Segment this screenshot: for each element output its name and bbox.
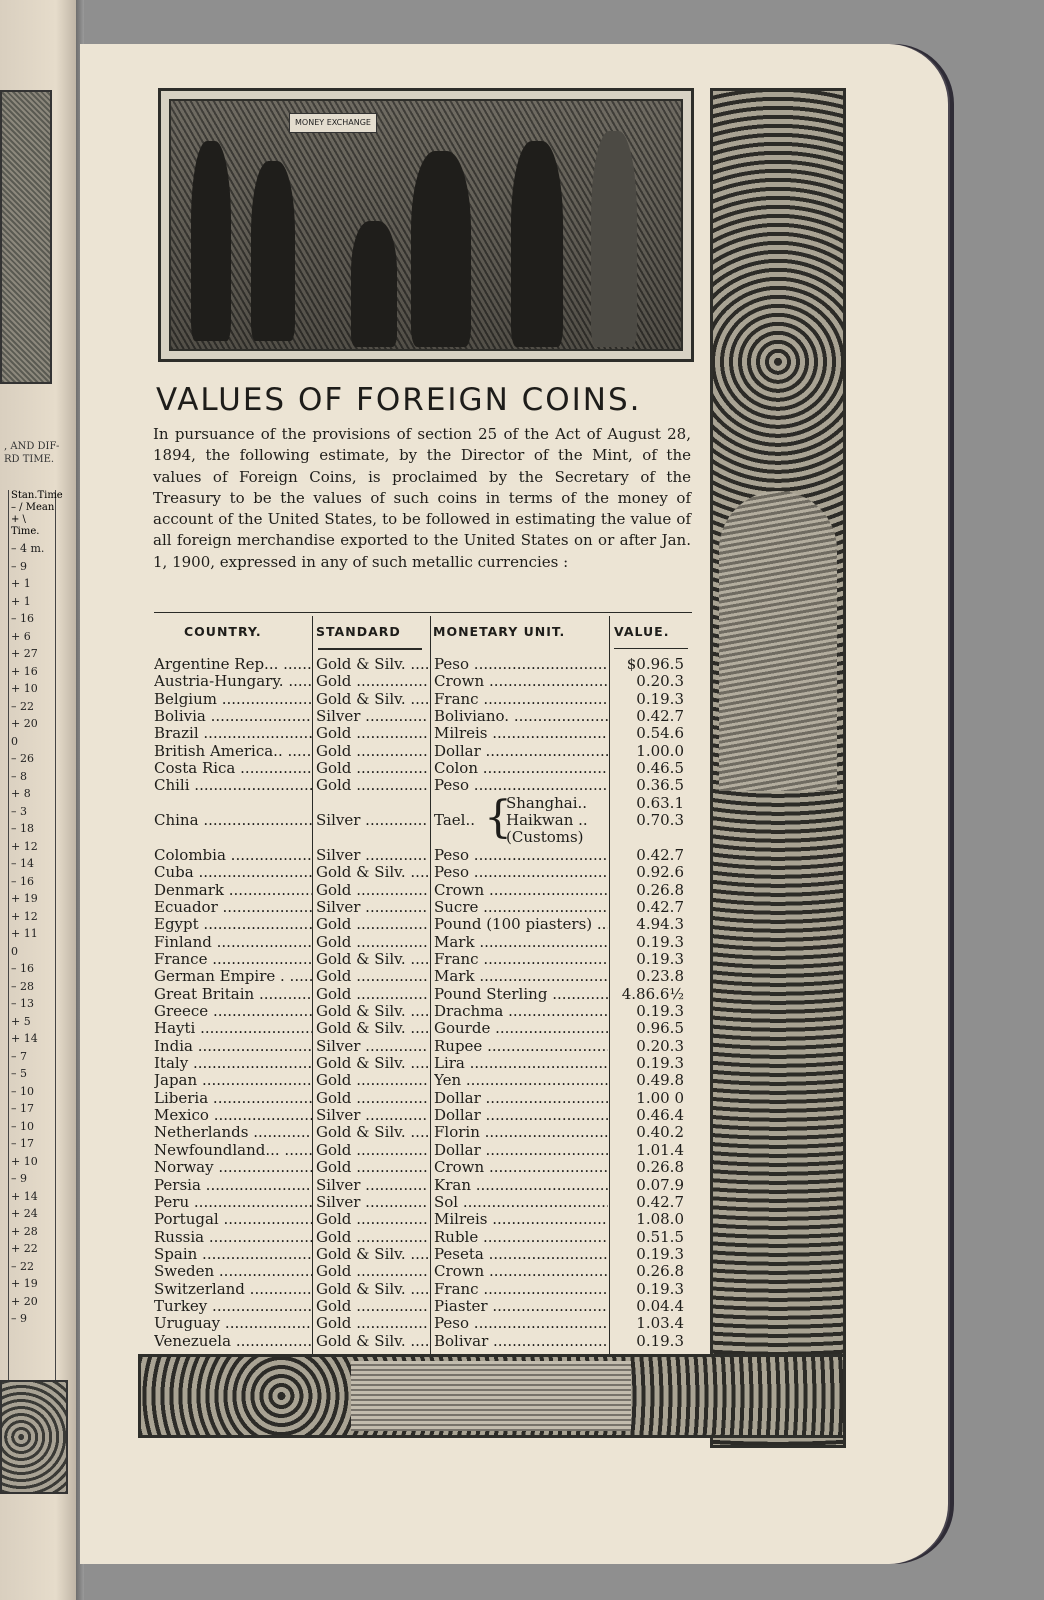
value-cell: 0.42.7 bbox=[636, 708, 684, 726]
monetary-unit-cell: Colon ..... bbox=[434, 760, 608, 777]
left-time-diff: – 16 bbox=[11, 874, 34, 888]
value-cell: 0.49.8 bbox=[636, 1072, 684, 1090]
country-cell: Spain ..... bbox=[154, 1246, 312, 1263]
monetary-unit-cell: Dollar ..... bbox=[434, 1142, 608, 1159]
standard-cell: Silver ..... bbox=[316, 812, 428, 829]
standard-cell: Gold & Silv. ..... bbox=[316, 864, 428, 881]
country-cell: Cuba ..... bbox=[154, 864, 312, 881]
left-time-diff: + 14 bbox=[11, 1189, 38, 1203]
left-time-diff: – 17 bbox=[11, 1137, 34, 1150]
standard-cell: Gold ..... bbox=[316, 934, 428, 951]
country-cell: Denmark ..... bbox=[154, 882, 312, 899]
standard-cell: Gold & Silv. ..... bbox=[316, 691, 428, 708]
left-time-diff: – 9 bbox=[11, 1172, 27, 1185]
left-time-column bbox=[8, 490, 63, 1480]
monetary-unit-cell: Tael.. bbox=[434, 812, 475, 830]
intro-paragraph: In pursuance of the provisions of section 25 of the Act of August 28, 1894, the following estimate, by the Director of the Mint, of the values of Foreign Coins, is proclaimed by the Secretary of the Treasury to be the values of such coins in terms of the money of account of the United States, to be followed in estimating the value of all foreign merchandise exported to the United States on or after Jan. 1, 1900, expressed in any of such metallic currencies : bbox=[153, 425, 691, 571]
monetary-unit-cell: Kran ..... bbox=[434, 1177, 608, 1194]
left-time-diff: – 9 bbox=[11, 1312, 27, 1325]
monetary-unit-cell: Rupee ..... bbox=[434, 1038, 608, 1055]
standard-cell: Gold & Silv. ..... bbox=[316, 1003, 428, 1020]
value-cell: 0.70.3 bbox=[636, 812, 684, 830]
standard-cell: Silver ..... bbox=[316, 847, 428, 864]
table-row bbox=[154, 847, 692, 864]
country-cell: Venezuela ..... bbox=[154, 1333, 312, 1350]
monetary-unit-cell: Bolivar ..... bbox=[434, 1333, 608, 1350]
monetary-unit-cell: Dollar ..... bbox=[434, 1107, 608, 1124]
table-row bbox=[154, 725, 692, 742]
table-row bbox=[154, 864, 692, 881]
country-cell: Colombia ..... bbox=[154, 847, 312, 864]
standard-cell: Gold ..... bbox=[316, 1072, 428, 1089]
value-cell: 1.00 0 bbox=[636, 1089, 684, 1107]
monetary-unit-cell: Peso ..... bbox=[434, 847, 608, 864]
river-scene-vignette bbox=[351, 1361, 631, 1431]
left-header-line: Stan.Time bbox=[11, 490, 63, 501]
table-row bbox=[154, 1246, 692, 1263]
left-time-diff: + 24 bbox=[11, 1207, 38, 1220]
monetary-unit-cell: Dollar ..... bbox=[434, 1090, 608, 1107]
left-time-diff: + 12 bbox=[11, 839, 38, 853]
standard-cell: Gold ..... bbox=[316, 725, 428, 742]
standard-cell: Gold ..... bbox=[316, 777, 428, 794]
value-cell: 0.36.5 bbox=[636, 777, 684, 795]
monetary-unit-cell: Sol ..... bbox=[434, 1194, 608, 1211]
country-cell: Persia ..... bbox=[154, 1177, 312, 1194]
country-cell: German Empire . ..... bbox=[154, 968, 312, 985]
table-top-rule bbox=[154, 612, 692, 613]
table-row bbox=[154, 1315, 692, 1332]
country-cell: India ..... bbox=[154, 1038, 312, 1055]
value-cell: 0.19.3 bbox=[636, 1003, 684, 1020]
monetary-unit-cell: Mark ..... bbox=[434, 934, 608, 951]
standard-cell: Gold ..... bbox=[316, 1159, 428, 1176]
monetary-unit-cell: Peso ..... bbox=[434, 656, 608, 673]
value-cell: 0.96.5 bbox=[636, 1020, 684, 1038]
country-cell: Newfoundland... ..... bbox=[154, 1142, 312, 1159]
monetary-unit-cell: Peso ..... bbox=[434, 864, 608, 881]
value-cell: 0.63.1 bbox=[636, 794, 684, 812]
monetary-unit-cell: Milreis ..... bbox=[434, 1211, 608, 1228]
value-cell: 0.19.3 bbox=[636, 1280, 684, 1298]
left-page-caption bbox=[4, 440, 59, 466]
left-column-header bbox=[9, 490, 63, 538]
monetary-unit-cell: Crown ..... bbox=[434, 673, 608, 690]
standard-cell: Gold & Silv. ..... bbox=[316, 656, 428, 673]
header-value: VALUE. bbox=[614, 624, 670, 639]
monetary-unit-cell: Franc ..... bbox=[434, 1281, 608, 1298]
value-cell: 0.19.3 bbox=[636, 950, 684, 968]
value-cell: 0.51.5 bbox=[636, 1228, 684, 1246]
table-row bbox=[154, 986, 692, 1003]
table-row bbox=[154, 760, 692, 777]
ornamental-side-border bbox=[710, 88, 846, 1448]
table-row bbox=[154, 916, 692, 933]
table-row bbox=[154, 656, 692, 673]
left-time-diff: – 7 bbox=[11, 1049, 27, 1063]
country-cell: Greece ..... bbox=[154, 1003, 312, 1020]
table-row bbox=[154, 1107, 692, 1124]
country-cell: Italy ..... bbox=[154, 1055, 312, 1072]
monetary-unit-cell: Mark ..... bbox=[434, 968, 608, 985]
left-time-diff: + 28 bbox=[11, 1224, 38, 1238]
table-row bbox=[154, 1194, 692, 1211]
country-cell: Peru ..... bbox=[154, 1194, 312, 1211]
table-row bbox=[154, 1072, 692, 1089]
value-cell: 0.07.9 bbox=[636, 1176, 684, 1194]
value-cell: 0.19.3 bbox=[636, 933, 684, 951]
standard-cell: Gold ..... bbox=[316, 1315, 428, 1332]
page-title: VALUES OF FOREIGN COINS. bbox=[156, 382, 642, 418]
header-underline bbox=[318, 648, 422, 650]
value-cell: 0.20.3 bbox=[636, 673, 684, 691]
left-time-diff: + 19 bbox=[11, 1277, 38, 1290]
left-time-diff: – 8 bbox=[11, 769, 27, 783]
landscape-vignette bbox=[719, 491, 837, 791]
monetary-unit-cell: Franc ..... bbox=[434, 691, 608, 708]
table-row bbox=[154, 1124, 692, 1141]
left-time-diff: – 17 bbox=[11, 1102, 34, 1115]
standard-cell: Silver ..... bbox=[316, 1194, 428, 1211]
monetary-unit-cell: Franc ..... bbox=[434, 951, 608, 968]
value-cell: 0.26.8 bbox=[636, 1263, 684, 1281]
monetary-unit-cell: Crown ..... bbox=[434, 1159, 608, 1176]
left-time-diff: + 1 bbox=[11, 577, 31, 590]
country-cell: British America.. ..... bbox=[154, 743, 312, 760]
money-exchange-sign: MONEY EXCHANGE bbox=[289, 113, 377, 133]
left-time-diff: + 27 bbox=[11, 647, 38, 660]
standard-cell: Gold & Silv. ..... bbox=[316, 1333, 428, 1350]
table-row bbox=[154, 1281, 692, 1298]
value-cell: 0.19.3 bbox=[636, 1055, 684, 1073]
left-time-diff: + 8 bbox=[11, 787, 31, 800]
left-time-diff: + 10 bbox=[11, 1154, 38, 1168]
country-cell: Liberia ..... bbox=[154, 1090, 312, 1107]
value-cell: 1.08.0 bbox=[636, 1211, 684, 1229]
standard-cell: Gold ..... bbox=[316, 760, 428, 777]
value-cell: 0.42.7 bbox=[636, 846, 684, 864]
left-time-diff: – 22 bbox=[11, 1259, 34, 1273]
table-row-china bbox=[154, 791, 692, 847]
left-time-diff: + 20 bbox=[11, 717, 38, 730]
country-cell: Mexico ..... bbox=[154, 1107, 312, 1124]
left-time-diff: + 10 bbox=[11, 682, 38, 695]
engraving-figure bbox=[411, 151, 471, 347]
left-time-diff: – 14 bbox=[11, 857, 34, 870]
left-time-diff: – 18 bbox=[11, 822, 34, 835]
coin-values-table bbox=[154, 612, 692, 1356]
monetary-unit-cell: Ruble ..... bbox=[434, 1229, 608, 1246]
left-time-diff: + 16 bbox=[11, 664, 38, 678]
monetary-unit-cell: Drachma ..... bbox=[434, 1003, 608, 1020]
monetary-unit-cell: Lira ..... bbox=[434, 1055, 608, 1072]
standard-cell: Gold ..... bbox=[316, 916, 428, 933]
left-time-diff: – 5 bbox=[11, 1067, 27, 1080]
ornamental-bottom-border bbox=[138, 1354, 846, 1438]
country-cell: Bolivia ..... bbox=[154, 708, 312, 725]
country-cell: Switzerland ..... bbox=[154, 1281, 312, 1298]
value-cell: 0.04.4 bbox=[636, 1297, 684, 1315]
monetary-unit-cell: Crown ..... bbox=[434, 1263, 608, 1280]
value-cell: 0.19.3 bbox=[636, 1245, 684, 1263]
country-cell: Argentine Rep... ..... bbox=[154, 656, 312, 673]
value-cell: 0.54.6 bbox=[636, 725, 684, 743]
country-cell: Brazil ..... bbox=[154, 725, 312, 742]
value-cell: 0.26.8 bbox=[636, 1159, 684, 1177]
engraving-figure bbox=[511, 141, 563, 347]
table-row bbox=[154, 777, 692, 794]
left-time-diff: – 10 bbox=[11, 1119, 34, 1133]
table-row bbox=[154, 1142, 692, 1159]
standard-cell: Silver ..... bbox=[316, 899, 428, 916]
value-cell: 0.23.8 bbox=[636, 968, 684, 986]
value-cell: 0.26.8 bbox=[636, 881, 684, 899]
value-cell: 0.42.7 bbox=[636, 1193, 684, 1211]
left-time-diff: – 16 bbox=[11, 612, 34, 625]
country-cell: Costa Rica ..... bbox=[154, 760, 312, 777]
standard-cell: Gold ..... bbox=[316, 1263, 428, 1280]
standard-cell: Gold ..... bbox=[316, 882, 428, 899]
left-time-diff: 0 bbox=[11, 734, 18, 748]
table-row bbox=[154, 882, 692, 899]
table-row bbox=[154, 691, 692, 708]
standard-cell: Silver ..... bbox=[316, 1038, 428, 1055]
left-time-diff: – 4 m. bbox=[11, 542, 45, 555]
country-cell: Uruguay ..... bbox=[154, 1315, 312, 1332]
monetary-unit-cell: Florin ..... bbox=[434, 1124, 608, 1141]
left-time-diff: + 14 bbox=[11, 1032, 38, 1045]
country-cell: China ..... bbox=[154, 812, 312, 829]
standard-cell: Gold ..... bbox=[316, 743, 428, 760]
china-subunit: Shanghai.. bbox=[506, 794, 588, 812]
standard-cell: Gold ..... bbox=[316, 1090, 428, 1107]
country-cell: Russia ..... bbox=[154, 1229, 312, 1246]
header-monetary-unit: MONETARY UNIT. bbox=[433, 624, 566, 639]
standard-cell: Gold ..... bbox=[316, 968, 428, 985]
country-cell: Portugal ..... bbox=[154, 1211, 312, 1228]
left-time-diff: – 3 bbox=[11, 804, 27, 818]
standard-cell: Gold & Silv. ..... bbox=[316, 1281, 428, 1298]
china-subunit: (Customs) bbox=[506, 829, 584, 847]
table-row bbox=[154, 1211, 692, 1228]
table-row bbox=[154, 934, 692, 951]
left-time-diff: + 19 bbox=[11, 892, 38, 905]
table-row bbox=[154, 1003, 692, 1020]
monetary-unit-cell: Yen ..... bbox=[434, 1072, 608, 1089]
standard-cell: Gold & Silv. ..... bbox=[316, 1055, 428, 1072]
country-cell: Finland ..... bbox=[154, 934, 312, 951]
value-cell: 0.40.2 bbox=[636, 1124, 684, 1142]
standard-cell: Gold ..... bbox=[316, 1211, 428, 1228]
table-row bbox=[154, 743, 692, 760]
value-cell: 0.19.3 bbox=[636, 690, 684, 708]
standard-cell: Gold ..... bbox=[316, 1142, 428, 1159]
left-time-diff: + 5 bbox=[11, 1014, 31, 1028]
left-time-diff: – 16 bbox=[11, 962, 34, 975]
standard-cell: Silver ..... bbox=[316, 708, 428, 725]
standard-cell: Silver ..... bbox=[316, 1177, 428, 1194]
china-subunit: Haikwan .. bbox=[506, 812, 588, 830]
country-cell: Austria-Hungary. ..... bbox=[154, 673, 312, 690]
left-caption-line: , AND DIF- bbox=[4, 441, 60, 452]
value-cell: 1.03.4 bbox=[636, 1315, 684, 1333]
table-row bbox=[154, 968, 692, 985]
value-cell: 0.42.7 bbox=[636, 898, 684, 916]
table-row bbox=[154, 1090, 692, 1107]
country-cell: Ecuador ..... bbox=[154, 899, 312, 916]
left-time-diff: + 6 bbox=[11, 629, 31, 643]
monetary-unit-cell: Crown ..... bbox=[434, 882, 608, 899]
left-time-diffs bbox=[11, 540, 51, 1328]
table-row bbox=[154, 1298, 692, 1315]
value-cell: 4.94.3 bbox=[636, 916, 684, 934]
standard-cell: Gold & Silv. ..... bbox=[316, 1020, 428, 1037]
left-time-diff: – 9 bbox=[11, 559, 27, 573]
monetary-unit-cell: Pound (100 piasters) ..... bbox=[434, 916, 608, 933]
table-row bbox=[154, 1333, 692, 1350]
value-cell: 0.92.6 bbox=[636, 864, 684, 882]
value-cell: 0.20.3 bbox=[636, 1037, 684, 1055]
value-cell: $0.96.5 bbox=[626, 656, 684, 673]
table-row bbox=[154, 1159, 692, 1176]
standard-cell: Silver ..... bbox=[316, 1107, 428, 1124]
table-row bbox=[154, 1055, 692, 1072]
country-cell: Egypt ..... bbox=[154, 916, 312, 933]
monetary-unit-cell: Peseta ..... bbox=[434, 1246, 608, 1263]
engraving-figure bbox=[191, 141, 231, 341]
country-cell: Chili ..... bbox=[154, 777, 312, 794]
header-standard: STANDARD bbox=[316, 624, 401, 639]
monetary-unit-cell: Boliviano. ..... bbox=[434, 708, 608, 725]
left-page-content bbox=[0, 80, 76, 1520]
table-row bbox=[154, 1229, 692, 1246]
left-time-diff: – 28 bbox=[11, 979, 34, 993]
engraving-figure bbox=[591, 131, 637, 347]
table-row bbox=[154, 1020, 692, 1037]
left-page-illustration bbox=[0, 90, 52, 384]
country-cell: Great Britain ..... bbox=[154, 986, 312, 1003]
standard-cell: Gold ..... bbox=[316, 673, 428, 690]
value-cell: 4.86.6½ bbox=[621, 985, 684, 1003]
left-page-ornament bbox=[0, 1380, 68, 1494]
country-cell: Hayti ..... bbox=[154, 1020, 312, 1037]
country-cell: Turkey ..... bbox=[154, 1298, 312, 1315]
monetary-unit-cell: Sucre ..... bbox=[434, 899, 608, 916]
left-time-diff: – 13 bbox=[11, 997, 34, 1010]
brace-symbol: { bbox=[484, 791, 512, 843]
standard-cell: Gold & Silv. ..... bbox=[316, 1246, 428, 1263]
monetary-unit-cell: Dollar ..... bbox=[434, 743, 608, 760]
left-caption-line: RD TIME. bbox=[4, 454, 55, 465]
country-cell: Belgium ..... bbox=[154, 691, 312, 708]
standard-cell: Gold ..... bbox=[316, 986, 428, 1003]
engraving-figure bbox=[351, 221, 397, 347]
country-cell: France ..... bbox=[154, 951, 312, 968]
engraving-scene bbox=[169, 99, 683, 351]
value-cell: 0.46.4 bbox=[636, 1107, 684, 1125]
monetary-unit-cell: Gourde ..... bbox=[434, 1020, 608, 1037]
money-exchange-engraving bbox=[158, 88, 694, 362]
left-time-diff: + 11 bbox=[11, 927, 38, 940]
monetary-unit-cell: Pound Sterling ..... bbox=[434, 986, 608, 1003]
value-cell: 1.00.0 bbox=[636, 742, 684, 760]
table-row bbox=[154, 1177, 692, 1194]
engraving-figure bbox=[251, 161, 295, 341]
table-row bbox=[154, 951, 692, 968]
header-country: COUNTRY. bbox=[184, 624, 262, 639]
value-cell: 0.46.5 bbox=[636, 760, 684, 778]
left-time-diff: – 26 bbox=[11, 752, 34, 765]
standard-cell: Gold ..... bbox=[316, 1229, 428, 1246]
value-cell: 1.01.4 bbox=[636, 1141, 684, 1159]
country-cell: Norway ..... bbox=[154, 1159, 312, 1176]
left-time-diff: + 22 bbox=[11, 1242, 38, 1255]
monetary-unit-cell: Peso ..... bbox=[434, 1315, 608, 1332]
table-row bbox=[154, 708, 692, 725]
monetary-unit-cell: Peso ..... bbox=[434, 777, 608, 794]
header-underline bbox=[614, 648, 688, 649]
value-cell: 0.19.3 bbox=[636, 1332, 684, 1350]
left-time-diff: + 1 bbox=[11, 594, 31, 608]
table-row bbox=[154, 673, 692, 690]
table-row bbox=[154, 1038, 692, 1055]
left-time-diff: + 12 bbox=[11, 909, 38, 923]
left-time-diff: – 10 bbox=[11, 1084, 34, 1098]
table-row bbox=[154, 899, 692, 916]
monetary-unit-cell: Piaster ..... bbox=[434, 1298, 608, 1315]
country-cell: Sweden ..... bbox=[154, 1263, 312, 1280]
country-cell: Japan ..... bbox=[154, 1072, 312, 1089]
left-time-diff: – 22 bbox=[11, 699, 34, 713]
left-header-line: – / Mean bbox=[11, 502, 55, 513]
standard-cell: Gold & Silv. ..... bbox=[316, 1124, 428, 1141]
monetary-unit-cell: Milreis ..... bbox=[434, 725, 608, 742]
standard-cell: Gold ..... bbox=[316, 1298, 428, 1315]
country-cell: Netherlands ..... bbox=[154, 1124, 312, 1141]
left-header-line: + \ Time. bbox=[11, 514, 40, 537]
standard-cell: Gold & Silv. ..... bbox=[316, 951, 428, 968]
left-time-diff: 0 bbox=[11, 944, 18, 958]
left-time-diff: + 20 bbox=[11, 1294, 38, 1308]
table-row bbox=[154, 1263, 692, 1280]
